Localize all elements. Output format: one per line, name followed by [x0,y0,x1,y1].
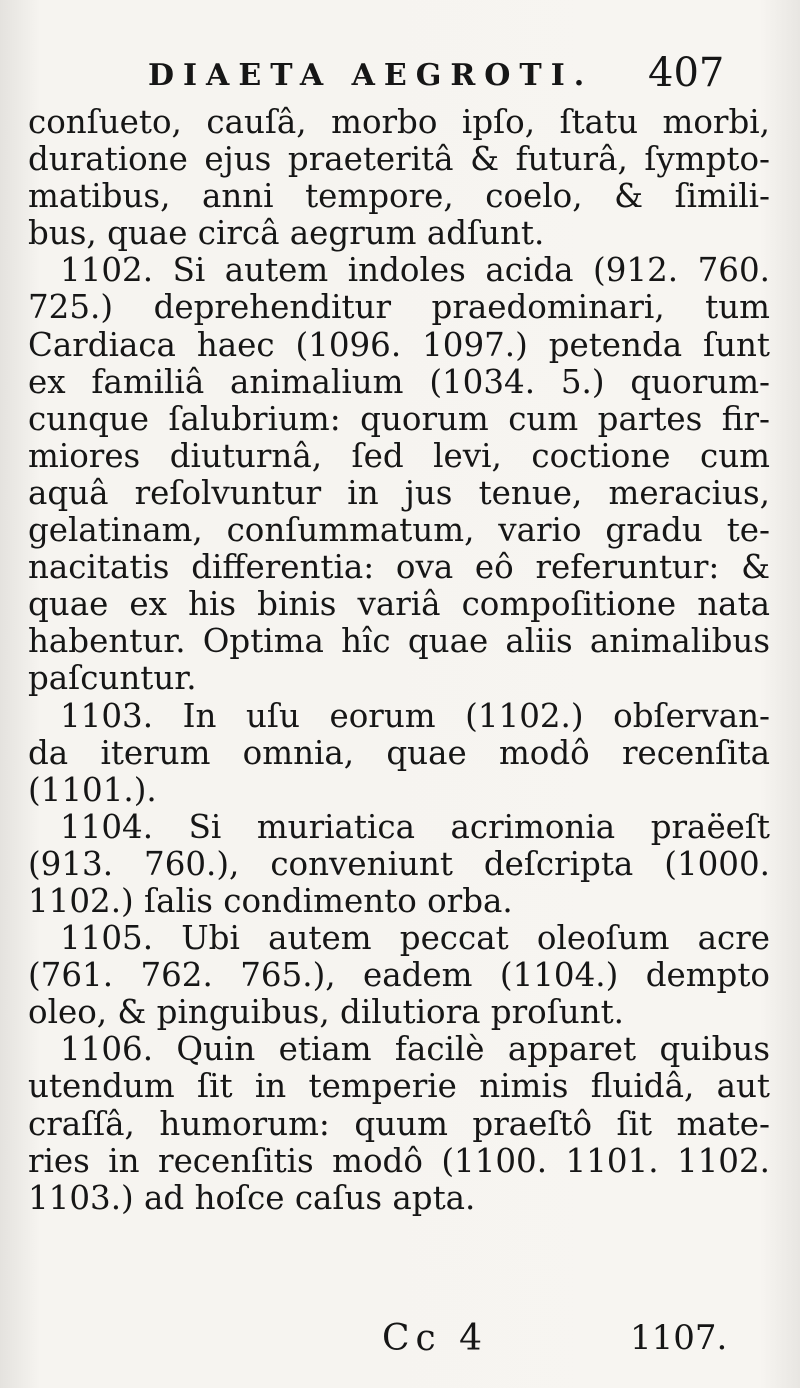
text-line: 1104. Si muriatica acrimonia praëeſt [60,807,770,846]
page-header [0,50,800,110]
text-line: aquâ reſolvuntur in jus tenue, meracius, [28,473,770,512]
text-line: oleo, & pinguibus, dilutiora proſunt. [28,993,624,1032]
text-line: 1105. Ubi autem peccat oleoſum acre [60,919,770,958]
text-line: craſſâ, humorum: quum praeſtô ſit mate- [28,1104,770,1143]
text-line: (761. 762. 765.), eadem (1104.) dempto [28,956,770,995]
catchword: 1107. [630,1318,728,1358]
signature-mark: Cc 4 [382,1318,489,1359]
body-text [28,104,770,1217]
page-number: 407 [648,50,725,96]
text-line: miores diuturnâ, ſed levi, coctione cum [28,436,770,475]
text-line: matibus, anni tempore, coelo, & ſimili- [28,177,770,216]
text-line: gelatinam, conſummatum, vario gradu te- [28,511,770,550]
text-line: nacitatis differentia: ova eô referuntur: & [28,548,770,587]
text-line: duratione ejus praeteritâ & futurâ, ſympto- [28,140,770,179]
text-line: 1102.) ſalis condimento orba. [28,881,513,920]
text-line: (1101.). [28,770,157,809]
text-line: bus, quae circâ aegrum adſunt. [28,214,545,253]
text-line: 1102. Si autem indoles acida (912. 760. [60,251,770,290]
text-line: 725.) deprehenditur praedominari, tum [28,288,770,327]
text-line: da iterum omnia, quae modô recenſita [28,733,770,772]
running-title: DIAETA AEGROTI. [148,58,594,93]
text-line: utendum ſit in temperie nimis fluidâ, aut [28,1067,770,1106]
text-line: Cardiaca haec (1096. 1097.) petenda ſunt [28,325,770,364]
text-line: quae ex his binis variâ compoſitione nata [28,585,770,624]
text-line: (913. 760.), conveniunt deſcripta (1000. [28,844,770,883]
text-line: habentur. Optima hîc quae aliis animalibus [28,622,770,661]
text-line: conſueto, cauſâ, morbo ipſo, ſtatu morbi, [28,103,770,141]
text-line: ries in recenſitis modô (1100. 1101. 1102. [28,1141,770,1180]
text-line: 1106. Quin etiam facilè apparet quibus [60,1030,770,1069]
text-line: cunque ſalubrium: quorum cum partes fir- [28,399,770,438]
text-line: ex familiâ animalium (1034. 5.) quorum- [28,362,770,401]
page-footer [0,1318,800,1368]
text-line: 1103. In uſu eorum (1102.) obſervan- [60,696,770,735]
text-line: paſcuntur. [28,659,197,698]
text-line: 1103.) ad hoſce caſus apta. [28,1178,476,1217]
